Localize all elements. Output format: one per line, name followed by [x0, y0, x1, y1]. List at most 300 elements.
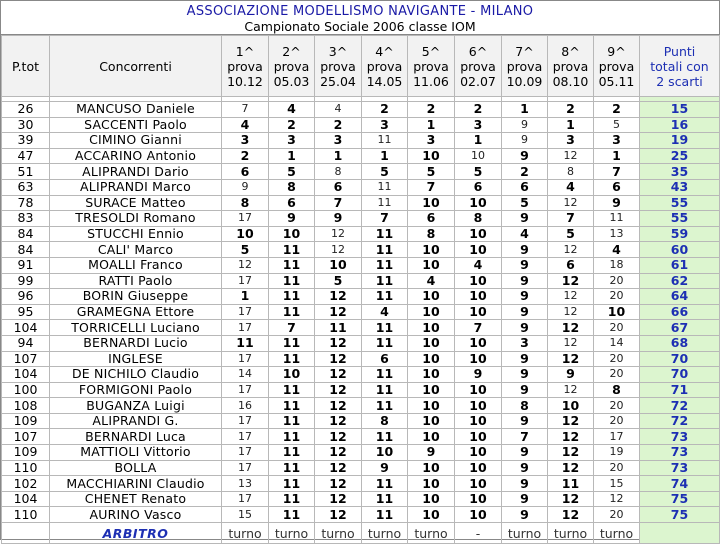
total-score: 71: [640, 382, 720, 398]
round-score: 20: [594, 351, 640, 367]
round-score: 9: [502, 367, 548, 383]
round-score: 19: [594, 445, 640, 461]
round-score: 20: [594, 413, 640, 429]
round-score: 7: [548, 211, 594, 227]
round-score: 9: [502, 148, 548, 164]
competitor-name: ALIPRANDI G.: [50, 413, 222, 429]
round-score: 9: [502, 413, 548, 429]
competitor-name: ACCARINO Antonio: [50, 148, 222, 164]
footer-total-blank: [640, 523, 720, 544]
table-row: [2, 195, 720, 211]
round-score: 3: [594, 133, 640, 149]
round-score: 17: [222, 460, 269, 476]
competitor-name: FORMIGONI Paolo: [50, 382, 222, 398]
round-score: 7: [502, 429, 548, 445]
round-score: 10: [455, 273, 502, 289]
round-score: 7: [362, 211, 408, 227]
competitor-name: ALIPRANDI Dario: [50, 164, 222, 180]
table-row: [2, 117, 720, 133]
round-score: 5: [269, 164, 315, 180]
round-score: 12: [548, 460, 594, 476]
round-score: 11: [362, 476, 408, 492]
referee-turn: -: [455, 523, 502, 544]
round-header: 4^ prova 14.05: [362, 36, 408, 97]
round-score: 1: [502, 102, 548, 118]
total-score: 72: [640, 398, 720, 414]
table-row: [2, 179, 720, 195]
round-score: 11: [269, 351, 315, 367]
round-score: 10: [455, 226, 502, 242]
round-header: 9^ prova 05.11: [594, 36, 640, 97]
ptot-cell: 94: [2, 335, 50, 351]
round-score: 17: [594, 429, 640, 445]
table-row: [2, 211, 720, 227]
table-row: [2, 304, 720, 320]
round-score: 10: [455, 148, 502, 164]
total-score: 75: [640, 507, 720, 523]
round-score: 15: [222, 507, 269, 523]
round-score: 12: [315, 507, 362, 523]
round-score: 5: [455, 164, 502, 180]
round-score: 10: [408, 382, 455, 398]
round-score: 2: [362, 102, 408, 118]
total-score: 19: [640, 133, 720, 149]
round-score: 11: [362, 382, 408, 398]
round-score: 11: [269, 476, 315, 492]
round-score: 4: [222, 117, 269, 133]
round-score: 7: [455, 320, 502, 336]
round-score: 10: [455, 398, 502, 414]
round-score: 10: [408, 242, 455, 258]
round-score: 7: [269, 320, 315, 336]
round-score: 12: [315, 242, 362, 258]
round-score: 10: [408, 320, 455, 336]
round-score: 2: [502, 164, 548, 180]
round-score: 13: [594, 226, 640, 242]
competitor-name: INGLESE: [50, 351, 222, 367]
round-score: 17: [222, 304, 269, 320]
ptot-cell: 109: [2, 413, 50, 429]
round-score: 20: [594, 507, 640, 523]
round-score: 11: [362, 507, 408, 523]
round-score: 17: [222, 413, 269, 429]
round-score: 9: [502, 320, 548, 336]
table-row: [2, 226, 720, 242]
round-score: 10: [362, 445, 408, 461]
round-score: 10: [408, 476, 455, 492]
ptot-cell: 108: [2, 398, 50, 414]
round-score: 17: [222, 445, 269, 461]
round-score: 11: [362, 133, 408, 149]
ptot-cell: 104: [2, 491, 50, 507]
round-score: 1: [269, 148, 315, 164]
championship-subtitle: Campionato Sociale 2006 classe IOM: [244, 19, 476, 34]
round-score: 10: [455, 304, 502, 320]
table-row: [2, 491, 720, 507]
competitor-name: CALI' Marco: [50, 242, 222, 258]
competitor-name: GRAMEGNA Ettore: [50, 304, 222, 320]
round-score: 10: [408, 335, 455, 351]
referee-turn: turno: [315, 523, 362, 544]
round-score: 10: [408, 460, 455, 476]
round-score: 9: [455, 367, 502, 383]
round-score: 12: [315, 289, 362, 305]
round-score: 16: [222, 398, 269, 414]
round-score: 9: [315, 211, 362, 227]
round-score: 8: [594, 382, 640, 398]
round-score: 11: [269, 429, 315, 445]
round-score: 10: [455, 413, 502, 429]
round-score: 1: [408, 117, 455, 133]
round-score: 3: [362, 117, 408, 133]
round-score: 7: [315, 195, 362, 211]
table-row: [2, 351, 720, 367]
round-score: 6: [594, 179, 640, 195]
round-score: 11: [269, 304, 315, 320]
round-score: 1: [594, 148, 640, 164]
round-score: 10: [455, 429, 502, 445]
round-score: 11: [315, 320, 362, 336]
round-score: 12: [315, 460, 362, 476]
round-score: 10: [315, 257, 362, 273]
round-score: 4: [408, 273, 455, 289]
round-score: 4: [362, 304, 408, 320]
round-score: 7: [594, 164, 640, 180]
round-score: 12: [548, 351, 594, 367]
competitor-name: MATTIOLI Vittorio: [50, 445, 222, 461]
total-score: 73: [640, 460, 720, 476]
referee-turn: turno: [362, 523, 408, 544]
round-score: 6: [548, 257, 594, 273]
competitor-name: AURINO Vasco: [50, 507, 222, 523]
round-header: 6^ prova 02.07: [455, 36, 502, 97]
round-score: 5: [362, 164, 408, 180]
round-header: 3^ prova 25.04: [315, 36, 362, 97]
table-row: [2, 476, 720, 492]
total-score: 74: [640, 476, 720, 492]
round-score: 20: [594, 320, 640, 336]
total-score: 68: [640, 335, 720, 351]
round-score: 12: [548, 242, 594, 258]
round-score: 12: [594, 491, 640, 507]
ptot-cell: 91: [2, 257, 50, 273]
round-score: 17: [222, 429, 269, 445]
round-score: 3: [455, 117, 502, 133]
referee-turn: turno: [548, 523, 594, 544]
round-score: 6: [269, 195, 315, 211]
round-score: 7: [408, 179, 455, 195]
round-score: 20: [594, 460, 640, 476]
round-score: 1: [222, 289, 269, 305]
round-score: 12: [315, 491, 362, 507]
round-score: 20: [594, 367, 640, 383]
ptot-cell: 83: [2, 211, 50, 227]
round-score: 2: [548, 102, 594, 118]
round-score: 10: [408, 367, 455, 383]
round-score: 9: [502, 351, 548, 367]
round-score: 3: [408, 133, 455, 149]
ptot-cell: 96: [2, 289, 50, 305]
ptot-header: P.tot: [2, 36, 50, 97]
round-score: 1: [362, 148, 408, 164]
round-score: 10: [408, 351, 455, 367]
round-score: 10: [408, 429, 455, 445]
round-score: 10: [408, 491, 455, 507]
round-score: 3: [548, 133, 594, 149]
round-score: 11: [269, 398, 315, 414]
round-score: 12: [315, 429, 362, 445]
round-score: 20: [594, 273, 640, 289]
round-score: 6: [408, 211, 455, 227]
round-score: 10: [455, 382, 502, 398]
round-score: 5: [315, 273, 362, 289]
round-score: 11: [222, 335, 269, 351]
table-row: [2, 164, 720, 180]
round-score: 11: [269, 257, 315, 273]
round-score: 10: [455, 242, 502, 258]
round-score: 12: [315, 351, 362, 367]
round-score: 3: [502, 335, 548, 351]
ptot-cell: 102: [2, 476, 50, 492]
round-score: 2: [315, 117, 362, 133]
round-score: 10: [408, 304, 455, 320]
referee-turn: turno: [222, 523, 269, 544]
round-score: 17: [222, 273, 269, 289]
total-score: 43: [640, 179, 720, 195]
round-header: 1^ prova 10.12: [222, 36, 269, 97]
round-score: 9: [502, 304, 548, 320]
round-score: 12: [315, 413, 362, 429]
round-score: 11: [269, 335, 315, 351]
competitor-name: TORRICELLI Luciano: [50, 320, 222, 336]
round-score: 14: [222, 367, 269, 383]
round-score: 6: [455, 179, 502, 195]
round-score: 3: [269, 133, 315, 149]
ptot-cell: 107: [2, 429, 50, 445]
competitor-name: BERNARDI Luca: [50, 429, 222, 445]
round-score: 10: [269, 226, 315, 242]
round-score: 11: [594, 211, 640, 227]
ptot-cell: 110: [2, 460, 50, 476]
round-score: 12: [548, 382, 594, 398]
round-score: 17: [222, 211, 269, 227]
total-score: 15: [640, 102, 720, 118]
round-score: 9: [502, 242, 548, 258]
round-score: 1: [455, 133, 502, 149]
footer-blank: [2, 523, 50, 544]
ptot-cell: 107: [2, 351, 50, 367]
round-score: 8: [408, 226, 455, 242]
round-score: 4: [269, 102, 315, 118]
round-score: 12: [315, 476, 362, 492]
round-score: 10: [408, 413, 455, 429]
competitor-name: SACCENTI Paolo: [50, 117, 222, 133]
table-row: [2, 320, 720, 336]
round-score: 4: [502, 226, 548, 242]
table-row: [2, 367, 720, 383]
round-header: 5^ prova 11.06: [408, 36, 455, 97]
round-score: 12: [548, 320, 594, 336]
total-score: 67: [640, 320, 720, 336]
round-score: 10: [594, 304, 640, 320]
round-score: 11: [362, 367, 408, 383]
total-score: 72: [640, 413, 720, 429]
round-score: 12: [548, 445, 594, 461]
total-score: 25: [640, 148, 720, 164]
ptot-cell: 78: [2, 195, 50, 211]
total-score: 16: [640, 117, 720, 133]
round-score: 9: [502, 460, 548, 476]
ptot-cell: 84: [2, 242, 50, 258]
round-score: 4: [315, 102, 362, 118]
round-score: 2: [408, 102, 455, 118]
round-score: 8: [222, 195, 269, 211]
totals-header: Punti totali con 2 scarti: [640, 36, 720, 97]
round-score: 11: [362, 226, 408, 242]
ptot-cell: 110: [2, 507, 50, 523]
total-score: 64: [640, 289, 720, 305]
round-score: 10: [408, 289, 455, 305]
round-score: 5: [548, 226, 594, 242]
ptot-cell: 100: [2, 382, 50, 398]
round-score: 9: [362, 460, 408, 476]
table-row: [2, 398, 720, 414]
round-score: 11: [362, 195, 408, 211]
table-row: [2, 382, 720, 398]
round-score: 9: [502, 507, 548, 523]
round-score: 9: [502, 257, 548, 273]
round-score: 2: [455, 102, 502, 118]
round-score: 5: [502, 195, 548, 211]
round-score: 12: [548, 273, 594, 289]
table-row: [2, 257, 720, 273]
round-score: 15: [594, 476, 640, 492]
total-score: 59: [640, 226, 720, 242]
round-score: 9: [502, 491, 548, 507]
ptot-cell: 104: [2, 320, 50, 336]
round-score: 11: [362, 242, 408, 258]
competitor-name: CIMINO Gianni: [50, 133, 222, 149]
table-row: [2, 102, 720, 118]
competitor-name: ALIPRANDI Marco: [50, 179, 222, 195]
round-score: 10: [455, 289, 502, 305]
table-row: [2, 429, 720, 445]
round-score: 9: [502, 117, 548, 133]
round-score: 11: [269, 382, 315, 398]
round-score: 9: [502, 382, 548, 398]
round-score: 12: [548, 413, 594, 429]
round-score: 11: [269, 491, 315, 507]
competitor-name: DE NICHILO Claudio: [50, 367, 222, 383]
competitor-name: MACCHIARINI Claudio: [50, 476, 222, 492]
competitor-name: RATTI Paolo: [50, 273, 222, 289]
referee-turn: turno: [408, 523, 455, 544]
round-score: 12: [548, 195, 594, 211]
total-score: 73: [640, 445, 720, 461]
round-score: 9: [594, 195, 640, 211]
round-score: 18: [594, 257, 640, 273]
round-score: 10: [455, 507, 502, 523]
round-score: 9: [408, 445, 455, 461]
round-score: 11: [548, 476, 594, 492]
round-score: 1: [315, 148, 362, 164]
round-score: 12: [548, 429, 594, 445]
total-score: 66: [640, 304, 720, 320]
competitor-name: BUGANZA Luigi: [50, 398, 222, 414]
round-score: 10: [408, 195, 455, 211]
round-score: 10: [455, 195, 502, 211]
round-score: 9: [502, 273, 548, 289]
round-score: 11: [362, 179, 408, 195]
round-score: 12: [548, 289, 594, 305]
round-score: 4: [548, 179, 594, 195]
total-score: 73: [640, 429, 720, 445]
round-score: 10: [408, 148, 455, 164]
round-score: 10: [222, 226, 269, 242]
round-score: 8: [269, 179, 315, 195]
round-header: 2^ prova 05.03: [269, 36, 315, 97]
table-row: [2, 148, 720, 164]
table-row: [2, 273, 720, 289]
round-score: 12: [548, 491, 594, 507]
round-score: 11: [362, 429, 408, 445]
total-score: 70: [640, 367, 720, 383]
round-score: 9: [269, 211, 315, 227]
total-score: 61: [640, 257, 720, 273]
round-score: 10: [408, 398, 455, 414]
round-score: 9: [502, 133, 548, 149]
competitors-header: Concorrenti: [50, 36, 222, 97]
table-row: [2, 507, 720, 523]
competitor-name: BERNARDI Lucio: [50, 335, 222, 351]
standings-table: [1, 35, 720, 544]
round-score: 2: [269, 117, 315, 133]
round-score: 11: [362, 320, 408, 336]
round-score: 20: [594, 289, 640, 305]
round-score: 6: [315, 179, 362, 195]
ptot-cell: 30: [2, 117, 50, 133]
table-row: [2, 413, 720, 429]
round-score: 6: [502, 179, 548, 195]
round-score: 11: [362, 335, 408, 351]
ptot-cell: 26: [2, 102, 50, 118]
round-score: 12: [315, 304, 362, 320]
round-score: 10: [548, 398, 594, 414]
round-score: 12: [315, 335, 362, 351]
referee-turn: turno: [269, 523, 315, 544]
total-score: 75: [640, 491, 720, 507]
round-score: 8: [502, 398, 548, 414]
round-score: 10: [455, 445, 502, 461]
competitor-name: TRESOLDI Romano: [50, 211, 222, 227]
competitor-name: BORIN Giuseppe: [50, 289, 222, 305]
round-score: 8: [315, 164, 362, 180]
table-row: [2, 242, 720, 258]
total-score: 70: [640, 351, 720, 367]
round-score: 12: [222, 257, 269, 273]
ptot-cell: 109: [2, 445, 50, 461]
round-score: 11: [269, 507, 315, 523]
round-score: 12: [548, 335, 594, 351]
referee-label: ARBITRO: [50, 523, 222, 544]
round-score: 17: [222, 320, 269, 336]
round-score: 12: [548, 304, 594, 320]
round-score: 13: [222, 476, 269, 492]
round-score: 10: [455, 476, 502, 492]
referee-turn: turno: [594, 523, 640, 544]
round-score: 17: [222, 351, 269, 367]
round-score: 11: [269, 413, 315, 429]
